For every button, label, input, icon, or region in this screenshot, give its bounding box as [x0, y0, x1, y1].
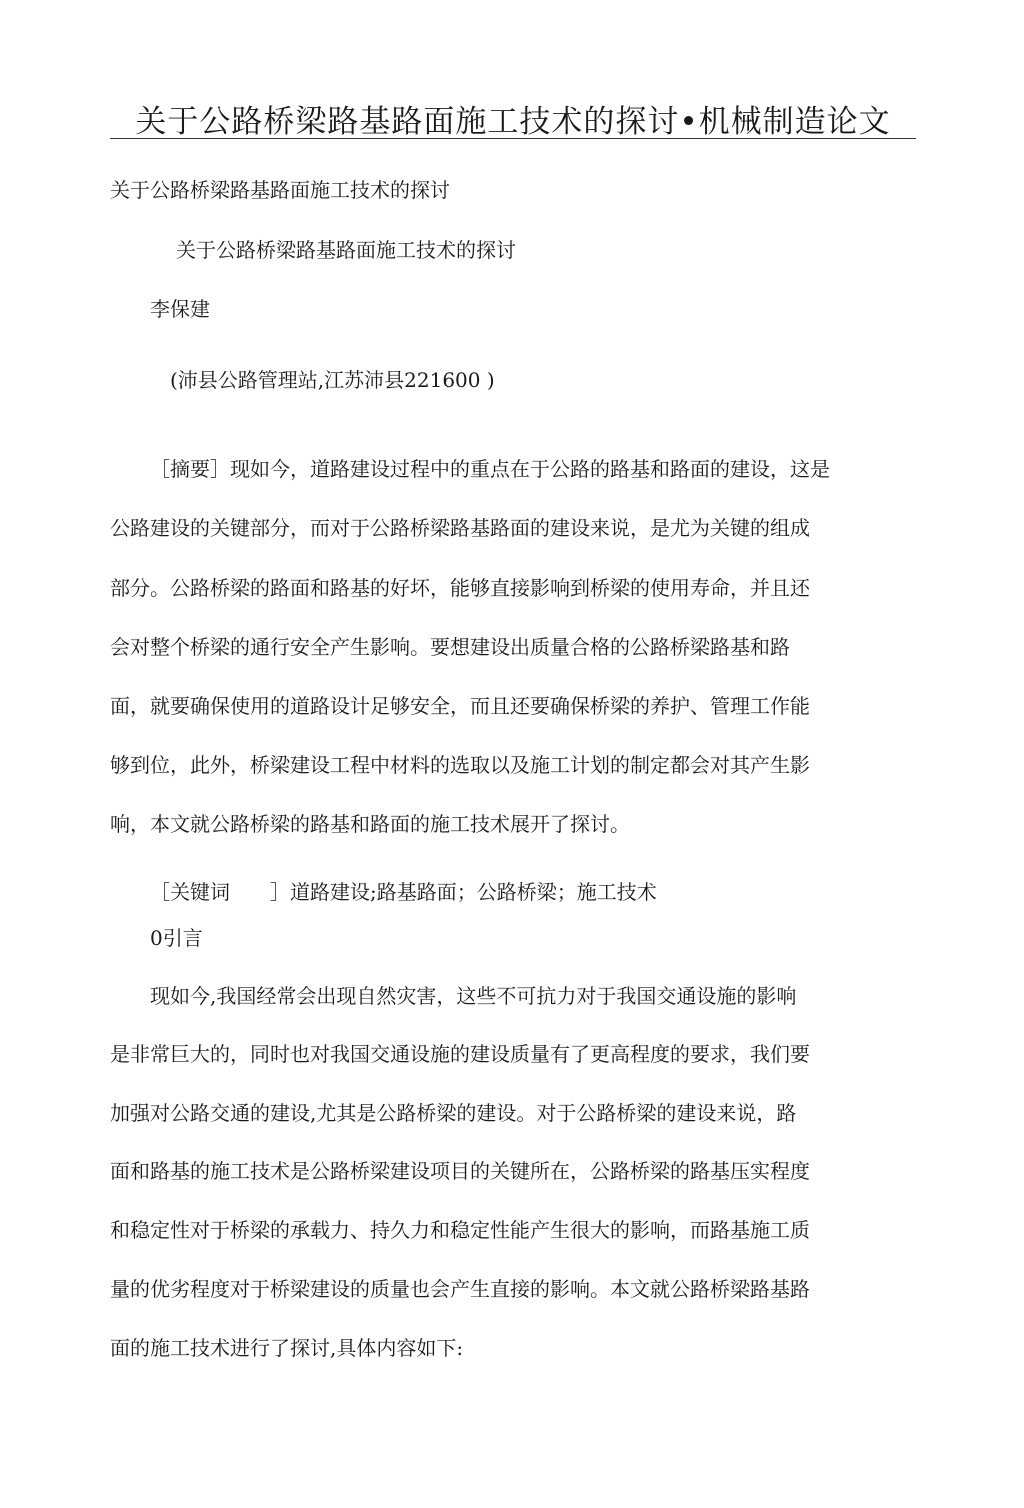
abstract-line: 响，本文就公路桥梁的路基和路面的施工技术展开了探讨。 [110, 812, 630, 836]
keywords-text: ］道路建设;路基路面；公路桥梁；施工技术 [270, 880, 657, 904]
intro-line: 面和路基的施工技术是公路桥梁建设项目的关键所在，公路桥梁的路基压实程度 [110, 1159, 810, 1183]
author-name: 李保建 [150, 297, 210, 321]
abstract-line: ［摘要］现如今，道路建设过程中的重点在于公路的路基和路面的建设，这是 [150, 457, 830, 481]
article-title: 关于公路桥梁路基路面施工技术的探讨 [176, 238, 516, 262]
author-affiliation: (沛县公路管理站,江苏沛县221600 ) [170, 368, 495, 392]
intro-line: 量的优劣程度对于桥梁建设的质量也会产生直接的影响。本文就公路桥梁路基路 [110, 1277, 810, 1301]
abstract-line: 够到位，此外，桥梁建设工程中材料的选取以及施工计划的制定都会对其产生影 [110, 753, 810, 777]
header-divider [110, 138, 916, 139]
intro-line: 现如今,我国经常会出现自然灾害，这些不可抗力对于我国交通设施的影响 [150, 984, 797, 1008]
abstract-line: 公路建设的关键部分，而对于公路桥梁路基路面的建设来说，是尤为关键的组成 [110, 516, 810, 540]
intro-line: 是非常巨大的，同时也对我国交通设施的建设质量有了更高程度的要求，我们要 [110, 1042, 810, 1066]
intro-line: 加强对公路交通的建设,尤其是公路桥梁的建设。对于公路桥梁的建设来说，路 [110, 1101, 797, 1125]
keywords-line [150, 880, 657, 904]
intro-line: 面的施工技术进行了探讨,具体内容如下: [110, 1336, 464, 1360]
abstract-line: 会对整个桥梁的通行安全产生影响。要想建设出质量合格的公路桥梁路基和路 [110, 635, 790, 659]
document-subtitle: 关于公路桥梁路基路面施工技术的探讨 [110, 178, 450, 202]
intro-line: 和稳定性对于桥梁的承载力、持久力和稳定性能产生很大的影响，而路基施工质 [110, 1218, 810, 1242]
keywords-label: ［关键词 [150, 880, 230, 904]
running-header-title: 关于公路桥梁路基路面施工技术的探讨•机械制造论文 [135, 104, 891, 140]
abstract-line: 部分。公路桥梁的路面和路基的好坏，能够直接影响到桥梁的使用寿命，并且还 [110, 576, 810, 600]
intro-heading: 0引言 [150, 926, 203, 950]
abstract-line: 面，就要确保使用的道路设计足够安全，而且还要确保桥梁的养护、管理工作能 [110, 694, 810, 718]
